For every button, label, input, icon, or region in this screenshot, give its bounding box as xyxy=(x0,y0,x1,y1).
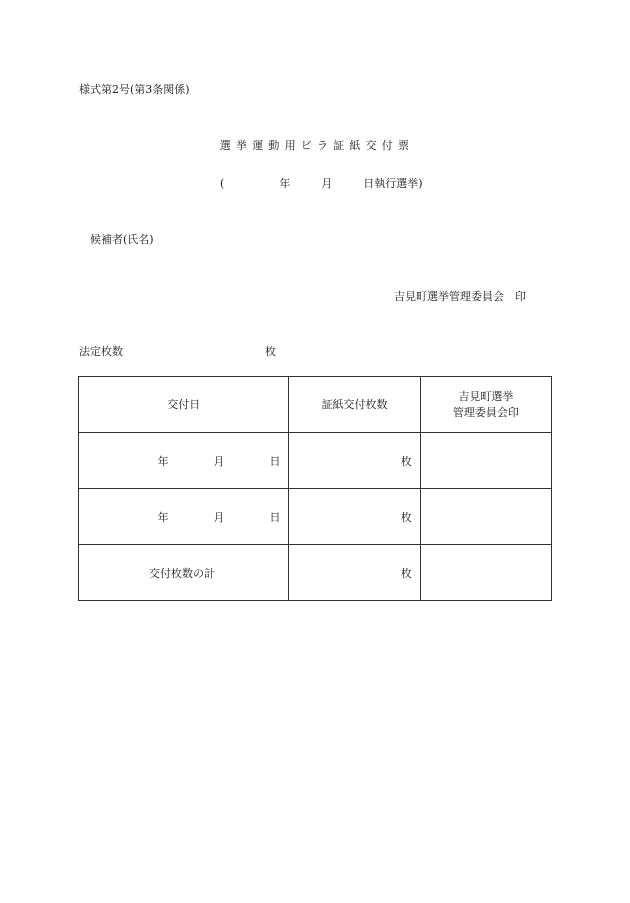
header-seal-line1: 吉見町選挙 xyxy=(458,389,514,403)
month-label: 月 xyxy=(213,454,225,468)
legal-count-label: 法定枚数 xyxy=(79,345,123,358)
table-total-row xyxy=(79,545,552,601)
committee-seal-text: 吉見町選挙管理委員会 印 xyxy=(394,290,526,303)
legal-count-unit: 枚 xyxy=(265,345,276,358)
stamp-count-cell: 枚 xyxy=(289,433,420,489)
table-header-row xyxy=(79,377,552,433)
total-count-cell: 枚 xyxy=(289,545,420,601)
stamp-count-cell: 枚 xyxy=(289,489,420,545)
election-date-line xyxy=(220,175,423,191)
total-label-cell: 交付枚数の計 xyxy=(79,545,289,601)
election-month-label: 月 xyxy=(321,177,333,190)
month-label: 月 xyxy=(213,510,225,524)
total-seal-cell xyxy=(420,545,551,601)
year-label: 年 xyxy=(157,510,169,524)
election-open-paren: ( xyxy=(220,177,225,190)
header-committee-seal xyxy=(420,377,551,433)
candidate-name-label: 候補者(氏名) xyxy=(90,233,154,246)
election-day-suffix: 日執行選挙) xyxy=(363,177,423,190)
issue-date-cell xyxy=(79,489,289,545)
form-number: 様式第2号(第3条関係) xyxy=(79,83,190,96)
issue-date-cell xyxy=(79,433,289,489)
year-label: 年 xyxy=(157,454,169,468)
table-row xyxy=(79,489,552,545)
document-title: 選挙運動用ビラ証紙交付票 xyxy=(219,139,415,152)
header-issue-date: 交付日 xyxy=(79,377,289,433)
header-stamp-count: 証紙交付枚数 xyxy=(289,377,420,433)
table-row xyxy=(79,433,552,489)
seal-cell xyxy=(420,433,551,489)
day-label: 日 xyxy=(269,510,281,524)
election-year-label: 年 xyxy=(279,177,291,190)
header-seal-line2: 管理委員会印 xyxy=(452,405,519,419)
day-label: 日 xyxy=(269,454,281,468)
seal-cell xyxy=(420,489,551,545)
stamp-issuance-table xyxy=(78,376,552,601)
